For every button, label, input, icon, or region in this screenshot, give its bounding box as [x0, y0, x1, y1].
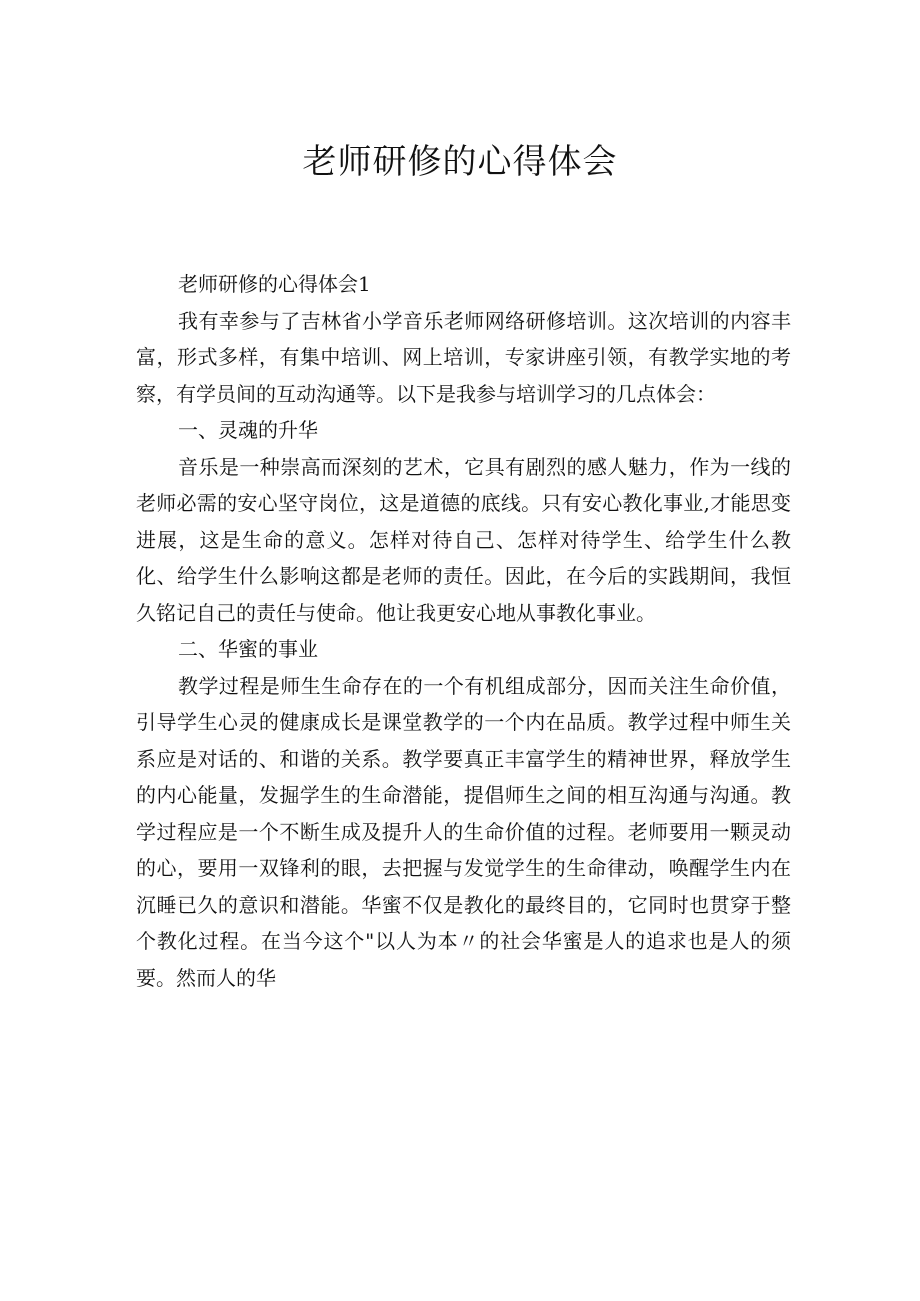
document-title: 老师研修的心得体会 — [302, 142, 618, 182]
document-body — [136, 266, 791, 996]
subheading-soul: 一、灵魂的升华 — [178, 418, 318, 442]
section-heading-1: 老师研修的心得体会1 — [178, 272, 371, 296]
paragraph-soul: 音乐是一种崇高而深刻的艺术，它具有剧烈的感人魅力，作为一线的老师必需的安心坚守岗位，这是道德的底线。只有安心教化事业,才能思变进展，这是生命的意义。怎样对待自己、怎样对待学生、给学生什么教化、给学生什么影响这都是老师的责任。因此，在今后的实践期间，我恒久铭记自己的责任与使命。他让我更安心地从事教化事业。 — [136, 454, 791, 625]
subheading-career: 二、华蜜的事业 — [178, 637, 318, 661]
paragraph-career: 教学过程是师生生命存在的一个有机组成部分，因而关注生命价值，引导学生心灵的健康成长是课堂教学的一个内在品质。教学过程中师生关系应是对话的、和谐的关系。教学要真正丰富学生的精神世界，释放学生的内心能量，发掘学生的生命潜能，提倡师生之间的相互沟通与沟通。教学过程应是一个不断生成及提升人的生命价值的过程。老师要用一颗灵动的心，要用一双锋利的眼，去把握与发觉学生的生命律动，唤醒学生内在沉睡已久的意识和潜能。华蜜不仅是教化的最终目的，它同时也贯穿于整个教化过程。在当今这个"以人为本〃的社会华蜜是人的追求也是人的须要。然而人的华 — [136, 673, 791, 990]
intro-paragraph: 我有幸参与了吉林省小学音乐老师网络研修培训。这次培训的内容丰富，形式多样，有集中培训、网上培训，专家讲座引领，有教学实地的考察，有学员间的互动沟通等。以下是我参与培训学习的几点体会： — [136, 308, 791, 406]
